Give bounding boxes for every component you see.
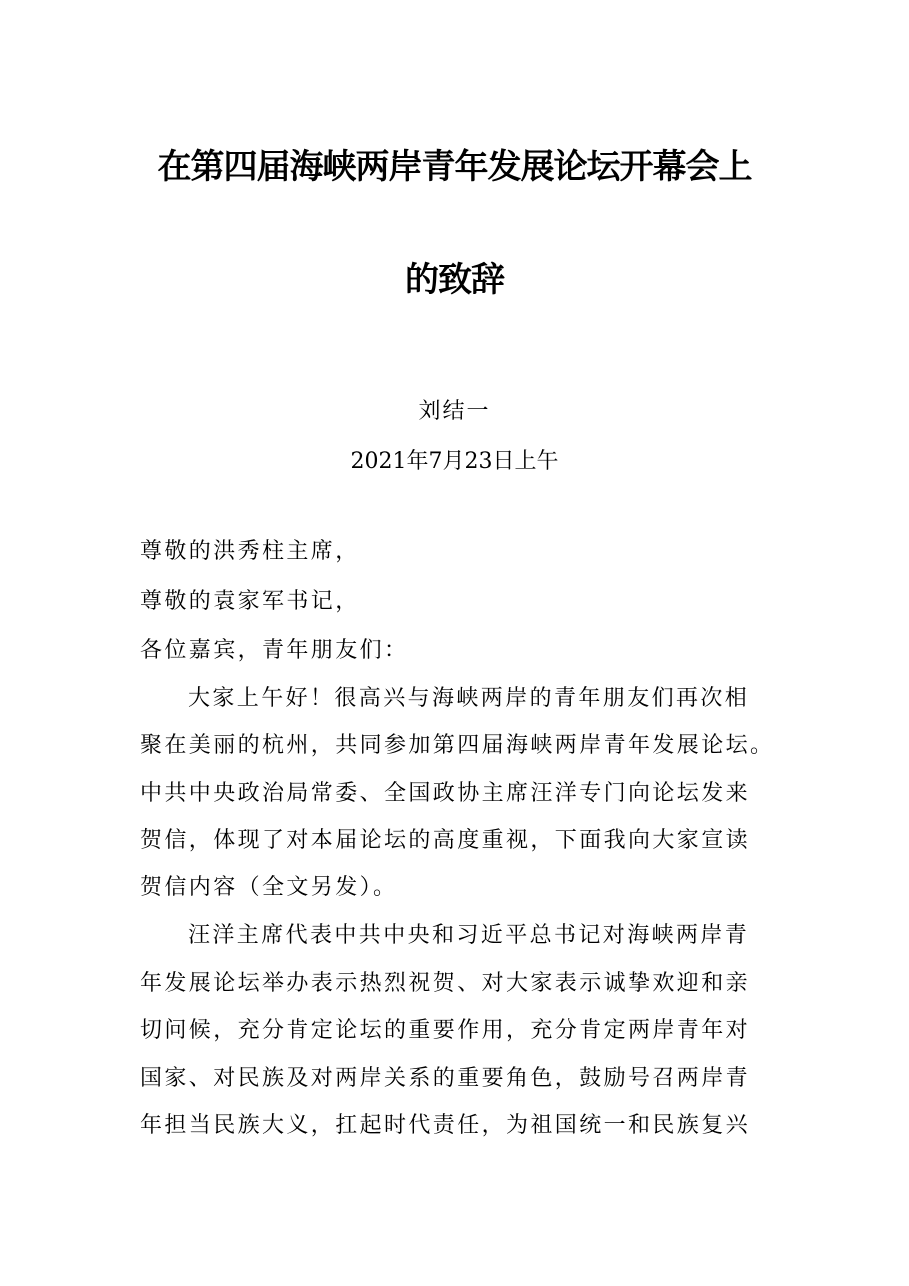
paragraph-2-line-2: 年发展论坛举办表示热烈祝贺、对大家表示诚挚欢迎和亲 bbox=[140, 971, 751, 996]
salutation-line: 各位嘉宾，青年朋友们： bbox=[140, 638, 409, 663]
paragraph-2-line-4: 国家、对民族及对两岸关系的重要角色，鼓励号召两岸青 bbox=[140, 1066, 751, 1091]
title-line-2: 的致辞 bbox=[405, 260, 504, 300]
title-line-1: 在第四届海峡两岸青年发展论坛开幕会上 bbox=[157, 147, 752, 187]
paragraph-1-line-5: 贺信内容（全文另发）。 bbox=[140, 875, 398, 900]
paragraph-1-line-1: 大家上午好！很高兴与海峡两岸的青年朋友们再次相 bbox=[188, 686, 750, 711]
salutation-line: 尊敬的洪秀柱主席， bbox=[140, 539, 360, 564]
paragraph-2-line-1: 汪洋主席代表中共中央和习近平总书记对海峡两岸青 bbox=[188, 923, 750, 948]
paragraph-2-line-3: 切问候，充分肯定论坛的重要作用，充分肯定两岸青年对 bbox=[140, 1018, 751, 1043]
paragraph-1-line-3: 中共中央政治局常委、全国政协主席汪洋专门向论坛发来 bbox=[140, 781, 751, 806]
paragraph-2-line-5: 年担当民族大义，扛起时代责任，为祖国统一和民族复兴 bbox=[140, 1113, 751, 1138]
salutation-line: 尊敬的袁家军书记， bbox=[140, 589, 360, 614]
paragraph-1-line-2: 聚在美丽的杭州，共同参加第四届海峡两岸青年发展论坛。 bbox=[140, 733, 775, 758]
author: 刘结一 bbox=[418, 399, 491, 424]
paragraph-1-line-4: 贺信，体现了对本届论坛的高度重视，下面我向大家宣读 bbox=[140, 828, 751, 853]
speech-date: 2021年7月23日上午 bbox=[350, 449, 559, 474]
